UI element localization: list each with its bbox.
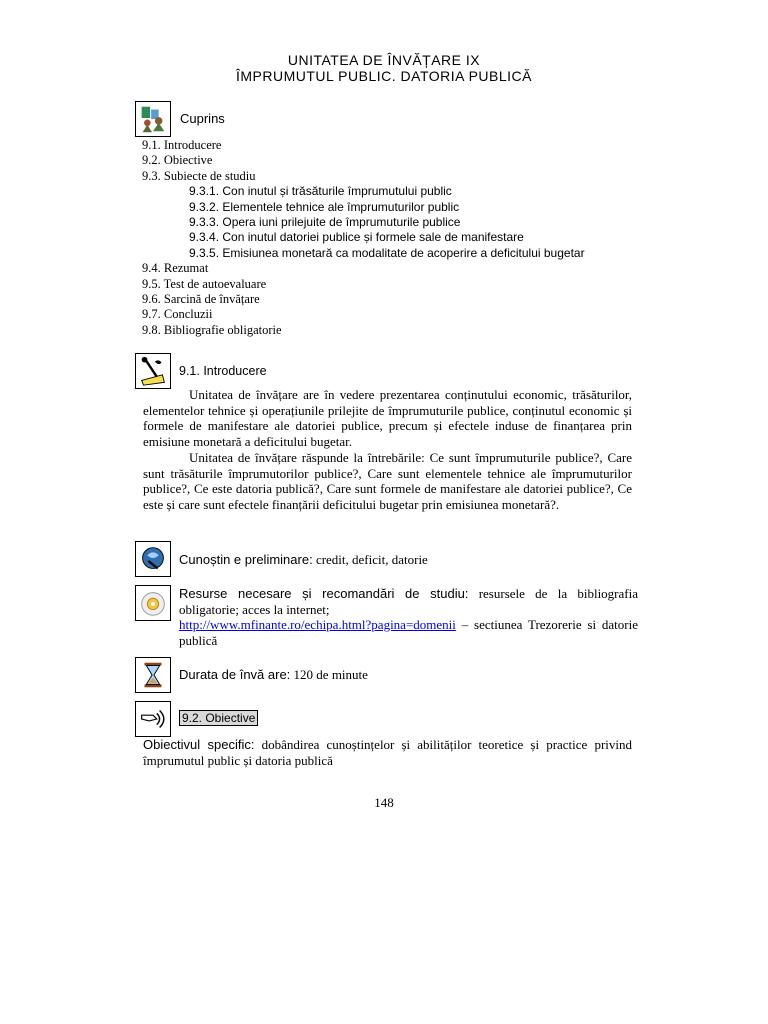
pen-paper-icon bbox=[135, 353, 171, 389]
table-of-contents bbox=[142, 138, 585, 338]
unit-title: UNITATEA DE ÎNVĂȚARE IX bbox=[287, 52, 481, 68]
objective-paragraph bbox=[143, 737, 632, 768]
section-heading-obiective-label: 9.2. Obiective bbox=[179, 710, 258, 726]
intro-paragraph-2: Unitatea de învățare răspunde la întrebările: Ce sunt împrumuturile publice?, Care sunt trăsăturile împrumutorilor publice?, Care sunt elementele tehnice ale împrumuturilor publice?, Ce este datoria publică?, Care sunt formele de manifestare ale datoriei publice?, Ce este și care sunt efectele finanțării deficitului bugetar prin emisiunea monetară?. bbox=[143, 450, 632, 512]
duration-line bbox=[179, 667, 368, 683]
toc-item[interactable]: 9.3. Subiecte de studiu bbox=[142, 168, 256, 183]
objective-text: dobândirea cunoștințelor și abilităților teoretice și practice privind împrumutul public și datoria publică bbox=[143, 737, 632, 768]
toc-item[interactable]: 9.6. Sarcină de învățare bbox=[142, 292, 260, 307]
resources-link[interactable]: http://www.mfinante.ro/echipa.html?pagina=domenii bbox=[179, 617, 456, 633]
resources-text-2: – sectiunea Trezorerie si datorie publică bbox=[179, 617, 638, 648]
section-heading-obiective bbox=[179, 711, 258, 725]
toc-subitem[interactable]: 9.3.4. Con inutul datoriei publice și formele sale de manifestare bbox=[189, 230, 524, 245]
objective-label: Obiectivul specific: bbox=[143, 737, 255, 752]
unit-subtitle: ÎMPRUMUTUL PUBLIC. DATORIA PUBLICĂ bbox=[235, 68, 532, 84]
page-number: 148 bbox=[374, 795, 394, 810]
section-heading-introducere: 9.1. Introducere bbox=[179, 364, 267, 378]
prerequisites-label: Cunoștin e preliminare: bbox=[179, 552, 313, 567]
toc-subitem[interactable]: 9.3.3. Opera iuni prilejuite de împrumuturile publice bbox=[189, 215, 461, 230]
resources-text: resursele de la bibliografia obligatorie; acces la internet; bbox=[179, 586, 638, 617]
toc-item[interactable]: 9.7. Concluzii bbox=[142, 307, 213, 322]
resources-label: Resurse necesare și recomandări de studiu: bbox=[179, 586, 469, 601]
toc-item[interactable]: 9.1. Introducere bbox=[142, 138, 222, 152]
duration-value: 120 de minute bbox=[293, 667, 368, 682]
toc-item[interactable]: 9.2. Obiective bbox=[142, 153, 213, 168]
intro-paragraph-1: Unitatea de învățare are în vedere prezentarea conținutului economic, trăsăturilor, elementelor tehnice și operațiunile prilejite de împrumuturile publice, conținutul economic și formele de manifestare ale datoriei publice, precum și efectele induse de finanțarea prin emisiune monetară a deficitului bugetar. bbox=[143, 387, 632, 449]
toc-subitem[interactable]: 9.3.5. Emisiunea monetară ca modalitate de acoperire a deficitului bugetar bbox=[189, 245, 585, 260]
magnifier-globe-icon bbox=[135, 541, 171, 577]
duration-label: Durata de învă are: bbox=[179, 667, 291, 682]
cd-disc-icon bbox=[135, 585, 171, 621]
prerequisites-value: credit, deficit, datorie bbox=[315, 552, 428, 567]
toc-item[interactable]: 9.8. Bibliografie obligatorie bbox=[142, 322, 282, 337]
prerequisites-line bbox=[179, 552, 428, 568]
hand-pointer-icon bbox=[135, 701, 171, 737]
toc-subitem[interactable]: 9.3.1. Con inutul și trăsăturile împrumutului public bbox=[189, 184, 452, 199]
hourglass-icon bbox=[135, 657, 171, 693]
toc-item[interactable]: 9.5. Test de autoevaluare bbox=[142, 276, 267, 291]
toc-item[interactable]: 9.4. Rezumat bbox=[142, 261, 209, 276]
resources-block bbox=[179, 586, 638, 648]
cuprins-title: Cuprins bbox=[180, 111, 225, 126]
people-books-icon bbox=[135, 101, 171, 137]
toc-subitem[interactable]: 9.3.2. Elementele tehnice ale împrumuturilor public bbox=[189, 199, 460, 214]
